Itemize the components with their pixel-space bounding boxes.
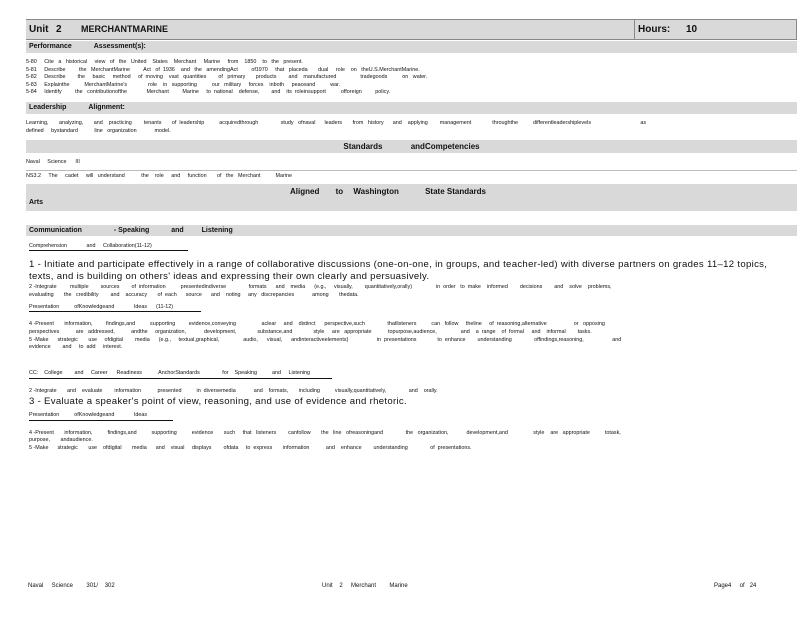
standard-item-2: 2 -Integrate multiple sources of information presentedindiverse formats and media (e.g., visually, quantitatively,orally) in order to make informed decisions and solve problems, [29,284,612,291]
aligned-heading [290,187,486,196]
unit-label: Unit [29,24,49,35]
standard-item-4: 4 -Present information, findings,and supporting evidence,conveying aclear and distinct perspective,such thatlisteners can follow theline of reasoning,alternative or opposing [29,321,605,328]
naval-science-label: Naval Science III [26,159,80,166]
unit-header [26,19,797,40]
cc-item-4: 4 -Present information, findings,and supporting evidence such that listeners canfollow the line ofreasoningand the organization, development,and style are appropriate totask, [29,429,621,436]
arts-label: Arts [29,199,44,207]
standards-bar [26,140,797,153]
ns-item: NS3.2 The cadet will understand the role and function of the Merchant Marine [26,172,292,179]
to-word: to [335,187,344,197]
performance-item: 5-84 Identify the contributionofthe Merchant Marine to national defense, and its roleinsupport offoreign policy. [26,89,391,96]
aligned-bar [26,184,797,211]
standard-item-4-cont: perspectives are addressed, andthe organization, development, substance,and style are appropriate topurpose,audience, and a range of formal and informal tasks. [29,328,592,335]
listening-label: Listening [201,227,233,235]
performance-label: Performance [29,43,72,50]
aligned-word: Aligned [290,187,320,197]
comprehension-heading: Comprehension and Collaboration(11-12) [29,243,188,252]
and-label: and [171,227,184,235]
communication-content [26,236,797,452]
communication-label: Communication [29,227,82,235]
divider [26,170,797,171]
assessment-label: Assessment(s): [93,43,146,50]
standard-item-2-cont: evaluating the credibility and accuracy of each source and noting any discrepancies among thedata. [29,291,359,298]
standards-label: Standards [343,142,383,152]
communication-bar [26,225,797,236]
standard-item-1: 1 - Initiate and participate effectively in a range of collaborative discussions (one-on-one, in groups, and teacher-led) with diverse partners on grades 11–12 topics, texts, and is building on others' ideas and expressing their own clearly and persuasively. [29,259,768,282]
speaking-label: - Speaking [113,227,150,235]
performance-item: 5-82 Describe the basic method of moving vast quantities of primary products and manufactured tradegoods on water. [26,74,428,81]
footer-page-number: Page4 of 24 [714,583,757,589]
cc-item-4-cont: purpose, andaudience. [29,437,93,444]
header-divider [634,20,635,39]
state-standards-word: State Standards [425,187,486,197]
performance-bar [26,41,797,53]
leadership-line: Learning, analyzing, and practicing tenants of leadership acquiredthrough study ofnaval leaders from history and applying management throughthe differentleadershiplevels as [26,119,647,126]
performance-list [26,53,797,102]
performance-item: 5-83 Explainthe MerchantMarine's role in supporting our military forces inboth peaceand war. [26,81,341,88]
footer-course: Naval Science 301/ 302 [28,583,115,589]
leadership-line: defined bystandard line organization model. [26,127,171,134]
presentation-heading-2: Presentation ofKnowledgeand Ideas [29,412,173,421]
presentation-heading: Presentation ofKnowledgeand Ideas (11-12) [29,304,201,313]
standard-item-5: 5 -Make strategic use ofdigital media (e.g., textual,graphical, audio, visual, andinteractiveelements) in presentations to enhance understanding offindings,reasoning, and [29,336,622,343]
alignment-label: Alignment: [88,103,125,111]
leadership-label: Leadership [29,103,67,111]
standard-item-5-cont: evidence and to add interest. [29,344,123,351]
cc-item-2: 2 -Integrate and evaluate information presented in diversemedia and formats, including visually,quantitatively, and orally. [29,387,438,394]
performance-item: 5-80 Cite a historical view of the United States Merchant Marine from 1850 to the present. [26,59,303,65]
performance-item: 5-81 Describe the MerchantMarine Act of 1936 and the amendingAct of1970 that placeda dual role on theU.S.MerchantMarine. [26,66,420,73]
unit-title: MERCHANTMARINE [81,24,168,34]
hours-label: Hours: [638,24,671,35]
unit-number: 2 [56,24,62,35]
leadership-text [26,114,797,140]
hours-value: 10 [686,24,698,35]
header-right-edge [796,20,797,39]
cc-item-3: 3 - Evaluate a speaker's point of view, reasoning, and use of evidence and rhetoric. [29,396,407,408]
leadership-bar [26,102,797,114]
cc-heading: CC: College and Career Readiness AnchorStandards for Speaking and Listening [29,370,332,379]
cc-item-5: 5 -Make strategic use ofdigital media and visual displays ofdata to express information and enhance understanding of presentations. [29,444,472,451]
document-page [26,19,797,453]
competencies-label: andCompetencies [410,142,480,152]
footer-unit: Unit 2 Merchant Marine [322,583,408,589]
washington-word: Washington [353,187,399,197]
